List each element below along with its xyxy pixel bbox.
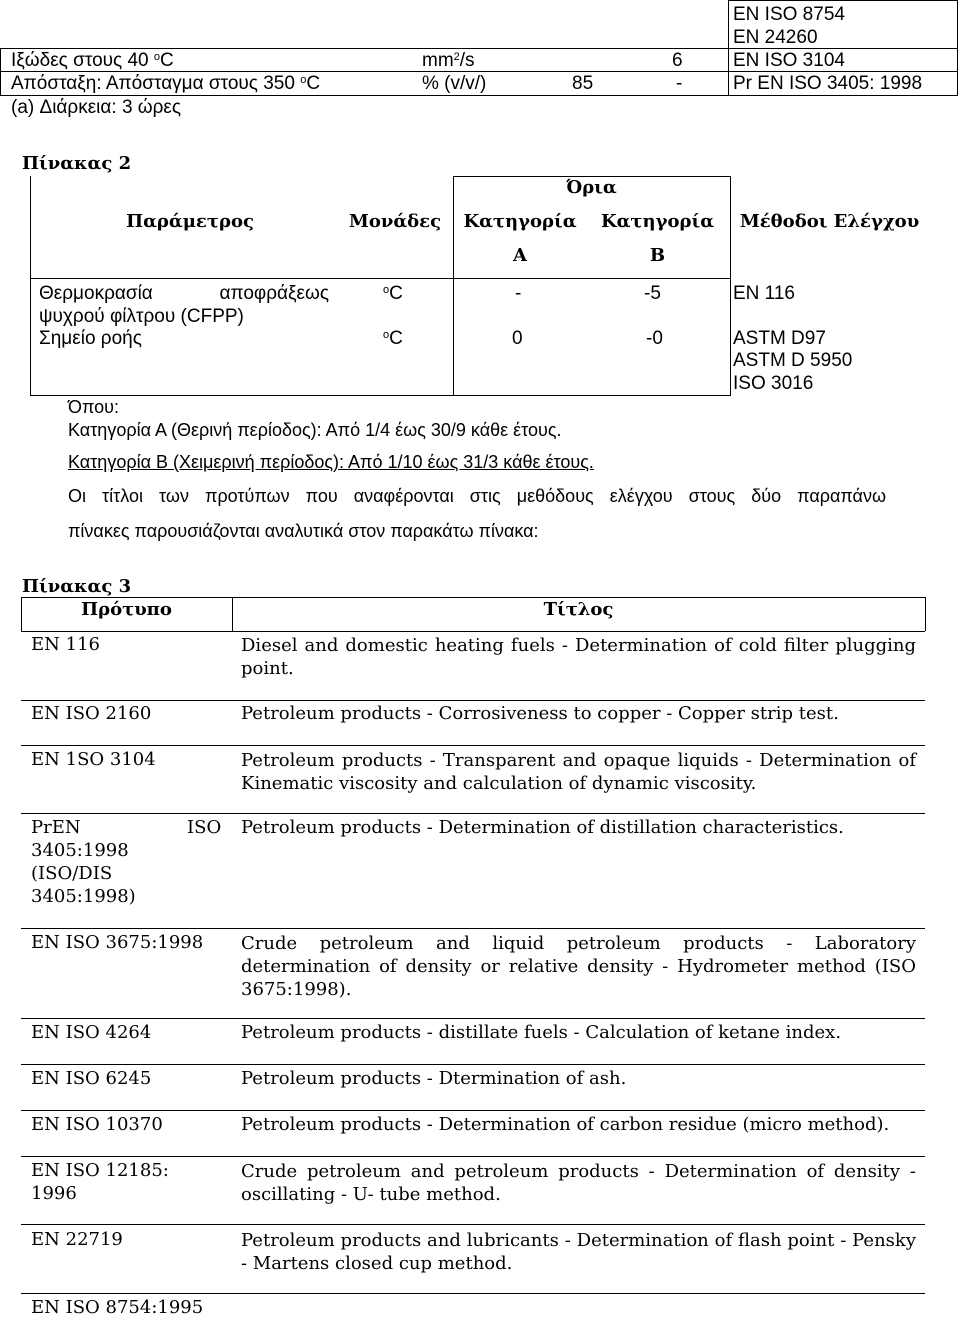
units-header: Μονάδες (348, 211, 442, 232)
t1-method-en-24260: EN 24260 (733, 27, 818, 48)
pour-point-cat-b: -0 (646, 328, 663, 349)
std-pren-line2: 3405:1998 (31, 840, 129, 861)
pour-point-method-2: ASTM D 5950 (733, 350, 853, 371)
std-en-116: EN 116 (31, 634, 100, 655)
pour-point-cat-a: 0 (512, 328, 523, 349)
std-en-iso-6245: EN ISO 6245 (31, 1068, 152, 1089)
t1-row1-parameter: Ιξώδες στους 40 $^o$C (11, 50, 174, 71)
title-en-116: Diesel and domestic heating fuels - Determination of cold filter plugging point. (241, 635, 916, 679)
std-en-iso-10370: EN ISO 10370 (31, 1114, 163, 1135)
category-b-letter: Β (649, 245, 666, 266)
std-en-22719: EN 22719 (31, 1229, 123, 1250)
t1-method-en-iso-8754: EN ISO 8754 (733, 4, 845, 25)
limits-header: Όρια (566, 177, 617, 198)
title-pren-iso-3405: Petroleum products - Determination of distillation characteristics. (241, 817, 844, 838)
title-en-iso-12185: Crude petroleum and petroleum products - Determination of density - oscillating - U- tube method. (241, 1161, 916, 1205)
title-en-22719: Petroleum products and lubricants - Determination of flash point - Pensky - Martens closed cup method. (241, 1230, 916, 1274)
title-en-iso-4264: Petroleum products - distillate fuels - Calculation of ketane index. (241, 1022, 842, 1043)
col-title-header: Τίτλος (543, 599, 614, 620)
table3-caption: Πίνακας 3 (22, 576, 132, 597)
t1-row1-value: 6 (672, 50, 683, 71)
methods-header: Μέθοδοι Ελέγχου (739, 211, 920, 232)
notes-where: Όπου: (68, 397, 119, 417)
title-en-iso-10370: Petroleum products - Determination of carbon residue (micro method). (241, 1114, 890, 1135)
std-pren-b: ISO (187, 817, 222, 838)
pour-point-unit: $^o$C (383, 328, 403, 349)
t1-row2-dash: - (676, 73, 683, 94)
std-en-iso-3675: EN ISO 3675:1998 (31, 932, 204, 953)
cfpp-unit: $^o$C (383, 283, 403, 304)
parameter-header: Παράμετρος (126, 211, 254, 232)
std-pren-line4: 3405:1998) (31, 886, 136, 907)
note-category-b: Κατηγορία Β (Χειμερινή περίοδος): Από 1/10 έως 31/3 κάθε έτους. (68, 452, 594, 472)
std-en-iso-12185-line2: 1996 (31, 1183, 77, 1204)
title-en-1so-3104: Petroleum products - Transparent and opaque liquids - Determination of Kinematic viscosity and calculation of dynamic viscosity. (241, 750, 916, 794)
cfpp-cat-b: -5 (644, 283, 661, 304)
cfpp-method: EN 116 (733, 283, 795, 304)
category-b-header: Κατηγορία (600, 211, 715, 232)
title-en-iso-6245: Petroleum products - Dtermination of ash. (241, 1068, 627, 1089)
title-en-iso-2160: Petroleum products - Corrosiveness to copper - Copper strip test. (241, 703, 839, 724)
category-a-header: Κατηγορία (463, 211, 577, 232)
t1-row2-value: 85 (572, 73, 594, 94)
pour-point-method-3: ISO 3016 (733, 373, 814, 394)
t1-row1-method: EN ISO 3104 (733, 50, 845, 71)
pour-point-parameter: Σημείο ροής (39, 328, 142, 349)
table2-caption: Πίνακας 2 (22, 153, 132, 174)
paragraph-line1: Οι τίτλοι των προτύπων που αναφέρονται στις μεθόδους ελέγχου στους δύο παραπάνω (68, 486, 886, 506)
t1-row2-parameter: Απόσταξη: Απόσταγμα στους 350 $^o$C (11, 73, 321, 94)
t1-row1-unit: $mm^2/s$ (422, 50, 475, 71)
std-en-iso-8754: EN ISO 8754:1995 (31, 1297, 204, 1318)
t1-row2-unit: % (v/v/) (422, 73, 487, 94)
cfpp-parameter-line2: ψυχρού φίλτρου (CFPP) (39, 306, 244, 327)
category-a-letter: Α (513, 245, 527, 266)
cfpp-parameter-line1: Θερμοκρασία αποφράξεως (39, 283, 329, 304)
std-en-1so-3104: EN 1SO 3104 (31, 749, 156, 770)
std-en-iso-12185-line1: EN ISO 12185: (31, 1160, 169, 1181)
std-pren-a: PrEN (31, 817, 81, 838)
title-en-iso-3675: Crude petroleum and liquid petroleum products - Laboratory determination of density or relative density - Hydrometer method (ISO 3675:1998). (241, 933, 916, 1000)
col-standard-header: Πρότυπο (81, 599, 172, 620)
std-en-iso-2160: EN ISO 2160 (31, 703, 152, 724)
note-category-a: Κατηγορία Α (Θερινή περίοδος): Από 1/4 έως 30/9 κάθε έτους. (68, 420, 562, 440)
t1-footnote: (a) Διάρκεια: 3 ώρες (11, 97, 182, 118)
std-en-iso-4264: EN ISO 4264 (31, 1022, 152, 1043)
cfpp-cat-a: - (515, 283, 522, 304)
pour-point-method-1: ASTM D97 (733, 328, 826, 349)
std-pren-line3: (ISO/DIS (31, 863, 113, 884)
paragraph-line2: πίνακες παρουσιάζονται αναλυτικά στον παρακάτω πίνακα: (68, 521, 539, 541)
t1-row2-method: Pr EN ISO 3405: 1998 (733, 73, 923, 94)
